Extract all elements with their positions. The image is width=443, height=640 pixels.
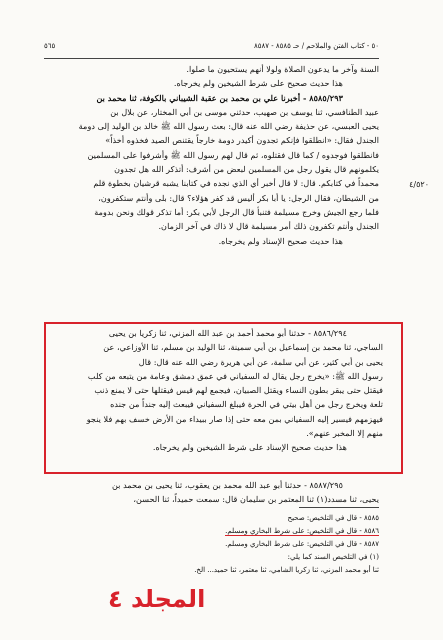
running-title: ٥٠ - كتاب الفتن والملاحم / حـ ٨٥٨٥ - ٨٥٨٧ bbox=[253, 42, 379, 50]
next-hadith bbox=[50, 478, 379, 507]
text-line: فلما رجع الجيش وخرج مسيلمة فتنبأ قال الرجل لأبي بكر: أما تذكر قولك ونحن بدومة bbox=[94, 206, 379, 217]
text-line: فيهزمهم فيسير إليه السفياني بمن معه حتى إذا صار ببيداء من الأرض خسف بهم فلا ينجو bbox=[86, 413, 383, 424]
text-line: ٨٥٨٧/٢٩٥ - حدثنا أبو عبد الله محمد بن يعقوب، ثنا يحيى بن محمد بن bbox=[111, 480, 343, 490]
footnote-underlined: ٨٥٨٦ - قال في التلخيص: على شرط البخاري ومسلم. bbox=[225, 527, 379, 535]
text-line: يكلمونهم قال يقول رجل من المسلمين لبعض من أشرف: أتذكر الله هل تجدون bbox=[114, 164, 379, 175]
footnotes bbox=[50, 512, 379, 577]
text-line: يحيى، ثنا مسدد(١) ثنا المعتمر بن سليمان قال: سمعت حميداً، ثنا الحسن، bbox=[133, 494, 379, 505]
page-number: ٥٦٥ bbox=[44, 42, 56, 50]
footnote: ثنا أبو محمد المزني، ثنا زكريا الشامي، ثنا معتمر، ثنا حميد... الخ. bbox=[194, 566, 379, 574]
highlighted-hadith bbox=[50, 326, 383, 455]
text-line: منهم إلا المخبر عنهم». bbox=[306, 428, 383, 439]
text-line: فانطلقوا فوجدوه / كما قال فقتلوه، ثم قال لهم رسول الله ﷺ وأشرفوا على المسلمين bbox=[87, 149, 379, 160]
footnote: (١) في التلخيص السند كما يلي: bbox=[287, 553, 379, 561]
text-line: ٨٥٨٦/٢٩٤ - حدثنا أبو محمد أحمد بن عبد الله المزني، ثنا زكريا بن يحيى bbox=[108, 328, 347, 338]
page-header bbox=[44, 42, 379, 50]
text-line: يحيى العبسي، عن حذيفة رضي الله عنه قال: بعث رسول الله ﷺ خالد بن الوليد إلى دومة bbox=[78, 121, 379, 132]
text-line: رسول الله ﷺ: «يخرج رجل يقال له السفياني في عمق دمشق وعامة من يتبعه من كلب bbox=[87, 370, 383, 381]
text-line: الجندل وأنتم تكفرون ذلك أمر مسيلمة قال لا ذاك في آخر الزمان. bbox=[158, 221, 379, 232]
text-line: ٨٥٨٥/٢٩٣ - أخبرنا علي بن محمد بن عقبة الشيباني بالكوفة، ثنا محمد بن bbox=[96, 92, 343, 103]
margin-reference: ٤/٥٢٠ bbox=[409, 180, 429, 189]
text-line: الجندل فقال: «انطلقوا فإنكم تجدون أكيدر دومة خارجاً يقتنص الصيد فخذوه أخذاً» bbox=[105, 135, 379, 146]
footnote-divider bbox=[299, 507, 379, 508]
text-line: السنة وآخر ما يدعون الصلاة ولولا أنهم يستحيون ما صلوا. bbox=[186, 64, 379, 74]
text-line: فيقتل حتى يبقر بطون النساء ويقتل الصبيان، فيجمع لهم قيس فيقتلها حتى لا يمنع ذنب bbox=[94, 385, 383, 396]
footnote bbox=[50, 525, 379, 538]
text-line: من الشيطان، فقال الرجل: يا أبا بكر أليس قد كفر هؤلاء؟ قال: بلى وأنتم ستكفرون، bbox=[98, 192, 379, 203]
text-line: يحيى بن أبي كثير، عن أبي سلمة، عن أبي هريرة رضي الله عنه قال: قال bbox=[138, 356, 383, 367]
text-line: الساجي، ثنا محمد بن إسماعيل بن أبي سمينة، ثنا الوليد بن مسلم، ثنا الأوزاعي، عن bbox=[103, 342, 383, 353]
text-line: هذا حديث صحيح الإسناد ولم يخرجاه. bbox=[218, 235, 343, 246]
text-line: هذا حديث صحيح الإسناد على شرط الشيخين ولم يخرجاه. bbox=[152, 442, 347, 453]
text-line: تلعة ويخرج رجل من أهل بيتي في الحرة فيبلغ السفياني فيبعث إليه جنداً من جنده bbox=[110, 399, 383, 410]
footnote: ٨٥٨٧ - قال في التلخيص: على شرط البخاري ومسلم. bbox=[225, 540, 379, 548]
text-line: هذا حديث صحيح على شرط الشيخين ولم يخرجاه. bbox=[173, 78, 343, 89]
volume-stamp: المجلد ٤ bbox=[108, 585, 206, 613]
text-line: محمداً في كتابكم. قال: لا قال أخبر أي الذي نجده في كتابنا يشبه قرشيان بخطوة قلم bbox=[93, 178, 379, 189]
main-text bbox=[50, 62, 379, 248]
footnote: ٨٥٨٥ - قال في التلخيص: صحيح bbox=[287, 514, 379, 522]
header-divider bbox=[44, 58, 379, 59]
text-line: عبيد الطنافسي، ثنا يوسف بن صهيب، حدثني موسى بن أبي المختار، عن بلال بن bbox=[110, 106, 379, 117]
